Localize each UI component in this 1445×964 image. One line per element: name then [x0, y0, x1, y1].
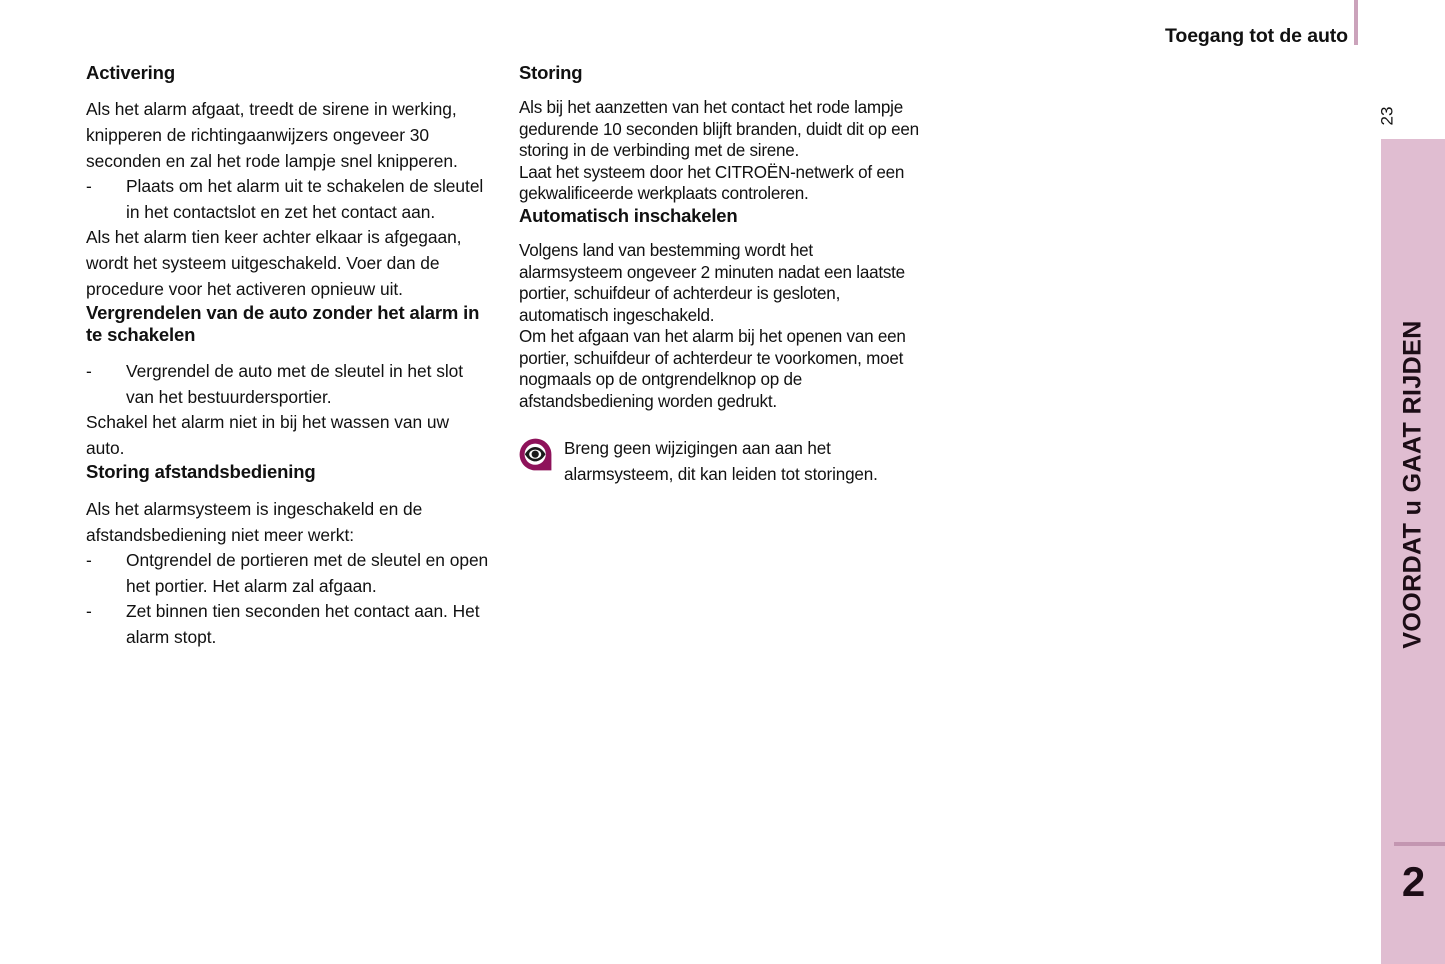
list-storing-afstandsbediening [86, 548, 490, 650]
note-box [519, 436, 920, 487]
list-activering [86, 174, 490, 225]
heading-automatisch-inschakelen: Automatisch inschakelen [519, 204, 738, 226]
chapter-tab-label-wrap [1381, 139, 1445, 829]
paragraph-automatisch-2: Om het afgaan van het alarm bij het openen van een portier, schuifdeur of achterdeur te voorkomen, moet nogmaals op de ontgrendelknop op de afstandsbediening worden gedrukt. [519, 327, 906, 411]
chapter-tab-label: VOORDAT u GAAT RIJDEN [1398, 319, 1427, 649]
list-item [86, 359, 490, 410]
right-column [519, 62, 920, 488]
paragraph-automatisch-1: Volgens land van bestemming wordt het alarmsysteem ongeveer 2 minuten nadat een laatste portier, schuifdeur of achterdeur is gesloten, automatisch ingeschakeld. [519, 241, 905, 325]
chapter-number: 2 [1401, 858, 1425, 905]
heading-activering: Activering [86, 62, 175, 83]
header-accent-rule [1354, 0, 1358, 45]
list-item [86, 174, 490, 225]
left-column [86, 62, 490, 651]
heading-vergrendelen: Vergrendelen van de auto zonder het alarm in te schakelen [86, 302, 480, 345]
page-header [0, 22, 1348, 50]
page-title: Toegang tot de auto [1165, 25, 1348, 47]
paragraph-vergrendelen-outro: Schakel het alarm niet in bij het wassen van uw auto. [86, 412, 450, 458]
page-number-wrap [1374, 96, 1400, 136]
list-dash-marker: - [86, 176, 92, 197]
list-dash-marker: - [86, 550, 92, 571]
list-dash-marker: - [86, 601, 92, 622]
paragraph-activering-outro: Als het alarm tien keer achter elkaar is afgegaan, wordt het systeem uitgeschakeld. Voer dan de procedure voor het activeren opnieuw uit. [86, 227, 462, 299]
list-vergrendelen [86, 359, 490, 410]
paragraph-storing-afstandsbediening: Als het alarmsysteem is ingeschakeld en de afstandsbediening niet meer werkt: [86, 498, 423, 545]
chapter-tab-divider [1394, 842, 1445, 846]
paragraph-activering-intro: Als het alarm afgaat, treedt de sirene in werking, knipperen de richtingaanwijzers ongeveer 30 seconden en zal het rode lampje snel knipperen. [86, 99, 458, 171]
list-item-text: Vergrendel de auto met de sleutel in het slot van het bestuurdersportier. [126, 361, 464, 407]
paragraph-storing-1: Als bij het aanzetten van het contact het rode lampje gedurende 10 seconden blijft branden, duidt dit op een storing in de verbinding met de sirene. [519, 98, 919, 161]
note-text: Breng geen wijzigingen aan aan het alarmsysteem, dit kan leiden tot storingen. [564, 439, 878, 484]
list-item-text: Zet binnen tien seconden het contact aan. Het alarm stopt. [126, 601, 480, 647]
paragraph-storing-2: Laat het systeem door het CITROËN-netwerk of een gekwalificeerde werkplaats controleren. [519, 162, 905, 204]
heading-storing-afstandsbediening: Storing afstandsbediening [86, 461, 316, 483]
list-item-text: Plaats om het alarm uit te schakelen de sleutel in het contactslot en zet het contact aan. [126, 176, 484, 222]
heading-storing: Storing [519, 62, 583, 83]
list-item [86, 548, 490, 599]
page-number: 23 [1376, 106, 1396, 126]
list-item-text: Ontgrendel de portieren met de sleutel en open het portier. Het alarm zal afgaan. [126, 550, 489, 596]
list-item [86, 599, 490, 650]
eye-icon [519, 438, 552, 471]
list-dash-marker: - [86, 361, 92, 382]
